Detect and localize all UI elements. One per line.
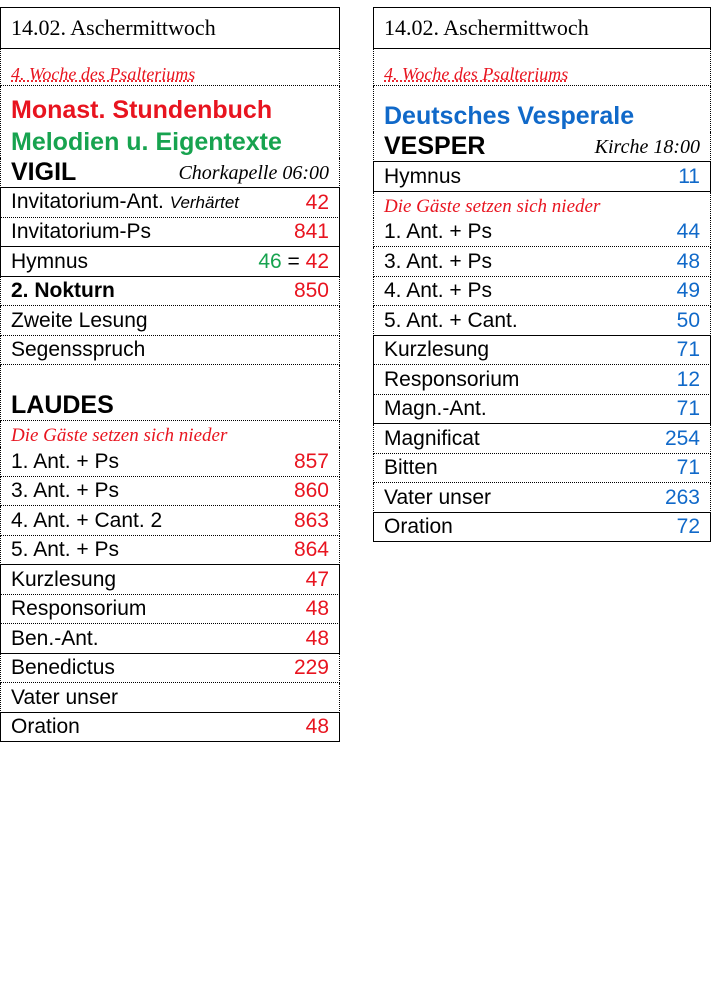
page-number: 49 <box>676 279 700 302</box>
row-label: Kurzlesung <box>384 338 490 361</box>
book-title-block <box>0 86 340 158</box>
vesper-row <box>373 336 711 366</box>
laudes-row <box>0 447 340 477</box>
laudes-row <box>0 683 340 713</box>
row-label: Zweite Lesung <box>11 308 148 332</box>
laudes-row <box>0 506 340 536</box>
row-label: 5. Ant. + Cant. <box>384 308 518 332</box>
page-number: 841 <box>293 220 329 243</box>
psalter-week-text: 4. Woche des Psalteriums <box>384 64 569 84</box>
row-label: 3. Ant. + Ps <box>11 479 119 502</box>
row-note: Verhärtet <box>169 192 240 212</box>
row-label: Segensspruch <box>11 338 146 361</box>
laudes-title: LAUDES <box>11 391 114 419</box>
page-number: 48 <box>305 597 329 620</box>
row-label: Bitten <box>384 456 438 479</box>
row-label: Oration <box>11 715 80 738</box>
vesper-row <box>373 277 711 307</box>
page-number: 850 <box>293 279 329 302</box>
page-number: 857 <box>293 449 329 473</box>
page-number: 48 <box>676 249 700 273</box>
vigil-row <box>0 306 340 336</box>
page-number: 254 <box>664 426 700 450</box>
vigil-heading <box>0 158 340 188</box>
vigil-row <box>0 218 340 248</box>
vesper-row <box>373 247 711 277</box>
row-label: 1. Ant. + Ps <box>11 449 119 473</box>
page-number: 71 <box>676 456 700 479</box>
row-label: Magn.-Ant. <box>384 397 487 420</box>
vigil-title: VIGIL <box>11 158 77 186</box>
vesper-row <box>373 454 711 484</box>
row-label: 4. Ant. + Cant. 2 <box>11 508 163 532</box>
laudes-row <box>0 536 340 566</box>
page-number: 48 <box>305 626 329 650</box>
page-number: 47 <box>305 567 329 591</box>
psalter-week-text: 4. Woche des Psalteriums <box>11 64 196 84</box>
laudes-row <box>0 477 340 507</box>
laudes-row <box>0 713 340 743</box>
row-label: 5. Ant. + Ps <box>11 538 119 561</box>
book-subtitle: Melodien u. Eigentexte <box>11 128 282 156</box>
laudes-row <box>0 595 340 625</box>
vesper-row <box>373 424 711 454</box>
row-label: Responsorium <box>384 367 520 391</box>
vesper-title: VESPER <box>384 132 486 160</box>
row-label: Vater unser <box>384 485 491 509</box>
row-label: Invitatorium-Ant. <box>11 189 164 213</box>
vesper-row <box>373 365 711 395</box>
vigil-row <box>0 188 340 218</box>
spacer <box>0 365 340 391</box>
page-number-green: 46 <box>258 249 282 273</box>
page-number: 860 <box>293 479 329 502</box>
page-number: 864 <box>293 538 329 561</box>
date-header: 14.02. Aschermittwoch <box>373 7 711 49</box>
vesper-row <box>373 395 711 425</box>
book-title-block <box>373 86 711 132</box>
page-number: 50 <box>676 308 700 332</box>
laudes-note: Die Gäste setzen sich nieder <box>0 421 340 447</box>
book-title: Monast. Stundenbuch <box>11 96 273 124</box>
row-label: 3. Ant. + Ps <box>384 249 492 273</box>
equals-sign: = <box>287 249 300 273</box>
row-label: Vater unser <box>11 685 118 709</box>
row-label: Responsorium <box>11 597 147 620</box>
vesper-heading <box>373 132 711 162</box>
row-label: Oration <box>384 515 453 538</box>
psalter-week <box>0 49 340 86</box>
row-label: Kurzlesung <box>11 567 117 591</box>
vesper-note: Die Gäste setzen sich nieder <box>373 192 711 218</box>
monastic-schedule-column <box>0 7 340 742</box>
row-label: Hymnus <box>11 249 89 273</box>
book-title: Deutsches Vesperale <box>384 102 635 130</box>
page-number: 44 <box>676 220 700 243</box>
vesper-row <box>373 162 711 192</box>
page-number: 863 <box>293 508 329 532</box>
vesper-time: Kirche 18:00 <box>594 136 700 158</box>
page-number: 229 <box>293 656 329 679</box>
page-number: 263 <box>664 485 700 509</box>
page-number: 71 <box>676 397 700 420</box>
page-number: 11 <box>678 164 700 188</box>
date-header: 14.02. Aschermittwoch <box>0 7 340 49</box>
vesper-row <box>373 218 711 248</box>
page-number: 72 <box>676 515 700 538</box>
row-label: Invitatorium-Ps <box>11 220 152 243</box>
page-number: 48 <box>305 715 329 738</box>
row-label: Benedictus <box>11 656 115 679</box>
vesper-row <box>373 513 711 543</box>
vigil-row <box>0 277 340 307</box>
laudes-row <box>0 654 340 684</box>
laudes-row <box>0 624 340 654</box>
row-label: Ben.-Ant. <box>11 626 99 650</box>
vigil-time: Chorkapelle 06:00 <box>178 162 329 184</box>
row-label: Magnificat <box>384 426 480 450</box>
row-label: 2. Nokturn <box>11 279 115 302</box>
page-number: 42 <box>305 249 329 273</box>
laudes-heading <box>0 391 340 421</box>
page-number: 12 <box>676 367 700 391</box>
row-label: 4. Ant. + Ps <box>384 279 492 302</box>
vesper-schedule-column <box>373 7 711 542</box>
vigil-row <box>0 247 340 277</box>
psalter-week <box>373 49 711 86</box>
vesper-row <box>373 483 711 513</box>
page-number: 71 <box>676 338 700 361</box>
row-label: Hymnus <box>384 164 462 188</box>
page-number: 42 <box>305 190 329 214</box>
vigil-row <box>0 336 340 366</box>
laudes-row <box>0 565 340 595</box>
row-label: 1. Ant. + Ps <box>384 220 492 243</box>
vesper-row <box>373 306 711 336</box>
